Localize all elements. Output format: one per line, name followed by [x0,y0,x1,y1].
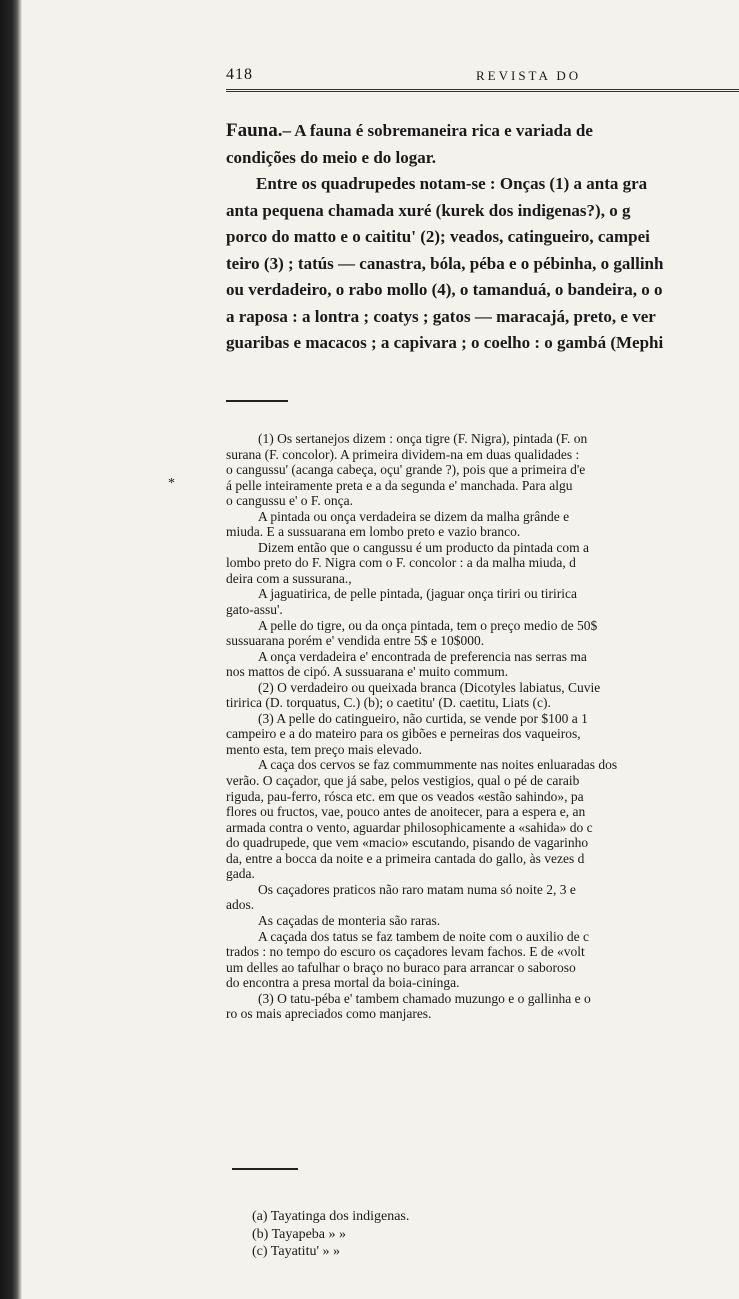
body-line-text: condições do meio e do logar. [226,147,436,167]
footnote-line-text: mento esta, tem preço mais elevado. [226,741,423,757]
footnote-line [226,493,739,509]
footnote-line [226,804,739,820]
footnote-line-text: As caçadas de monteria são raras. [258,912,441,928]
footnote-line [226,509,739,525]
footnote-line-text: A pintada ou onça verdadeira se dizem da malha grânde e [258,508,570,524]
footnote-line-text: Os caçadores praticos não raro matam numa só noite 2, 3 e [258,881,576,897]
footnote-line-text: gada. [226,866,255,882]
footnote-line [226,664,739,680]
body-line [226,145,739,172]
footnote-line [226,975,739,991]
footnote-line [226,742,739,758]
footnote-line-text: A onça verdadeira e' encontrada de preferencia nas serras ma [258,648,587,664]
page-header [226,66,739,90]
footnote-line [226,960,739,976]
body-line [226,118,739,145]
footnote-rule [226,400,288,402]
body-line [226,277,739,304]
header-rule [226,89,739,92]
footnote-line-text: nos mattos de cipó. A sussuarana e' muito commum. [226,664,509,680]
footnote-line-text: lombo preto do F. Nigra com o F. concolor : a da malha miuda, d [226,555,576,571]
footnote-line-text: o cangussu e' o F. onça. [226,493,353,509]
footnote-line [226,897,739,913]
body-line-text: a raposa : a lontra ; coatys ; gatos — maracajá, preto, e ver [226,306,656,326]
footnote-line [226,431,739,447]
footnote-line-text: A pelle do tigre, ou da onça pintada, tem o preço medio de 50$ [258,617,598,633]
footnote-line [226,524,739,540]
body-line [226,171,739,198]
footnote-line [226,680,739,696]
footnote-line-text: surana (F. concolor). A primeira dividem-na em duas qualidades : [226,446,580,462]
footnote-line-text: gato-assu'. [226,602,283,618]
main-text [226,118,739,357]
footnote-line [226,882,739,898]
footnote-line-text: (2) O verdadeiro ou queixada branca (Dicotyles labiatus, Cuvie [258,679,601,695]
body-line-text: Entre os quadrupedes notam-se : Onças (1) a anta gra [256,174,648,193]
footnote-line [226,866,739,882]
footnote-line [226,789,739,805]
footnote-line-text: sussuarana porém e' vendida entre 5$ e 10$000. [226,633,485,649]
footnote-line [226,571,739,587]
footnote-line [226,835,739,851]
footnote-line [226,447,739,463]
footnote-line [226,602,739,618]
body-line [226,330,739,357]
footnote-line-text: (3) O tatu-péba e' tambem chamado muzungo e o gallinha e o [258,990,591,1006]
margin-mark: * [168,476,175,491]
footnote-line-text: Dizem então que o cangussu é um producto da pintada com a [258,539,590,555]
footnote-line-text: o cangussu' (acanga cabeça, oçu' grande ?), pois que a primeira d'e [226,462,586,478]
footnote-line [226,649,739,665]
body-line-text: ou verdadeiro, o rabo mollo (4), o tamanduá, o bandeira, o o [226,280,663,299]
footnote-line [226,944,739,960]
body-line [226,304,739,331]
footnote-line-text: ados. [226,897,255,913]
footnote-line [226,929,739,945]
footnote-line [226,540,739,556]
body-line-text: – A fauna é sobremaneira rica e variada de [282,121,593,140]
footnote-line [226,851,739,867]
body-line [226,251,739,278]
running-head: REVISTA DO [476,68,582,83]
footnote-line [226,695,739,711]
footnote-line [226,773,739,789]
footnote-line-text: trados : no tempo do escuro os caçadores levam fachos. E de «volt [226,944,585,960]
footnote-line-text: verão. O caçador, que já sabe, pelos vestigios, qual o pé de caraib [226,773,580,789]
footnote-line-text: ro os mais apreciados como manjares. [226,1006,432,1022]
footnote-line-text: tiririca (D. torquatus, C.) (b); o caetitu' (D. caetitu, Liats (c). [226,695,551,711]
footnote-line-text: do quadrupede, que vem «macio» escutando, pisando de vagarinho [226,835,589,851]
footnotes [226,431,739,1022]
footnote-line [226,586,739,602]
footnote-line [226,913,739,929]
book-binding-shadow [0,0,22,1299]
footnote-line [226,618,739,634]
footnote-line-text: (1) Os sertanejos dizem : onça tigre (F. Nigra), pintada (F. on [258,431,588,446]
body-line-text: anta pequena chamada xuré (kurek dos indigenas?), o g [226,200,631,220]
footnote-line-text: A caça dos cervos se faz commummente nas noites enluaradas dos [258,757,618,773]
footnote-line [226,991,739,1007]
page-number: 418 [226,66,253,83]
footnote-line [226,820,739,836]
footnote-line [226,757,739,773]
footnote-line-text: da, entre a bocca da noite e a primeira cantada do gallo, às vezes d [226,850,585,866]
body-line-text: guaribas e macacos ; a capivara ; o coelho : o gambá (Mephi [226,333,664,352]
footnote-line-text: flores ou fructos, vae, pouco antes de anoitecer, para a espera e, an [226,804,586,820]
footnote-line-text: á pelle inteiramente preta e a da segunda e' manchada. Para algu [226,477,573,493]
footnote-line [226,478,739,494]
reference-line: (b) Tayapeba » » [252,1226,347,1242]
footnote-line-text: campeiro e a do mateiro para os gibões e perneiras dos vaqueiros, [226,726,581,742]
body-line-text: teiro (3) ; tatús — canastra, bóla, péba e o pébinha, o gallinh [226,253,664,273]
reference-line: (a) Tayatinga dos indigenas. [252,1209,410,1224]
body-line [226,224,739,251]
footnote-line [226,726,739,742]
footnote-line [226,462,739,478]
footnote-line-text: deira com a sussurana., [226,570,352,586]
footnote-line-text: A caçada dos tatus se faz tambem de noite com o auxilio de c [258,928,590,944]
footnote-line-text: do encontra a presa mortal da boia-cininga. [226,975,460,991]
section-heading: Fauna. [226,120,283,141]
footnote-line-text: um delles ao tafulhar o braço no buraco para arrancar o saboroso [226,959,576,975]
footnote-line-text: armada contra o vento, aguardar philosophicamente a «sahida» do c [226,819,593,835]
footnote-line [226,555,739,571]
footnote-line-text: miuda. E a sussuarana em lombo preto e vazio branco. [226,524,521,540]
footnote-line-text: riguda, pau-ferro, rósca etc. em que os veados «estão sahindo», pa [226,788,584,804]
footnote-line [226,1006,739,1022]
body-line [226,198,739,225]
footnote-line [226,711,739,727]
references-rule [232,1168,298,1170]
footnote-line [226,633,739,649]
body-line-text: porco do matto e o caititu' (2); veados, catingueiro, campei [226,227,650,246]
references [252,1208,409,1261]
reference-line: (c) Tayatitu' » » [252,1244,340,1259]
footnote-line-text: (3) A pelle do catingueiro, não curtida, se vende por $100 a 1 [258,710,588,726]
footnote-line-text: A jaguatirica, de pelle pintada, (jaguar onça tiriri ou tiririca [258,586,577,602]
